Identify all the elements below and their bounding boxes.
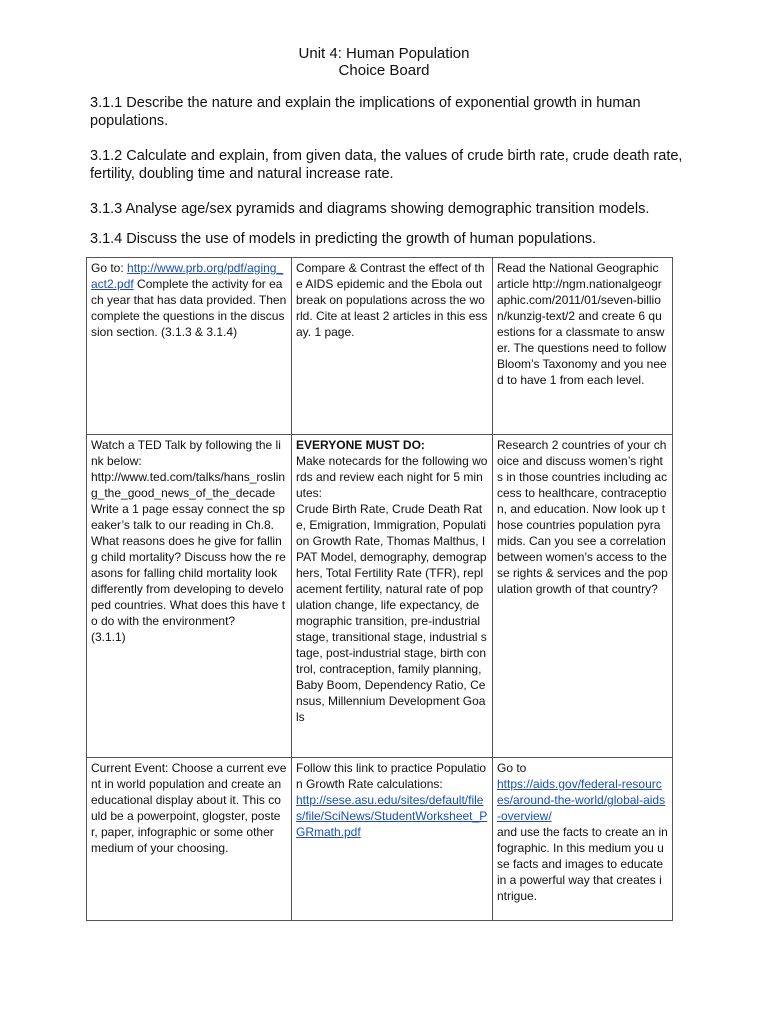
choice-cell-current-event [87,758,292,921]
cell-text: Research 2 countries of your choice and discuss women’s rights in those countries including access to healthcare, contraception, and education. Now look up those countries population pyramids. Can you see a correlation between women’s access to these rights & services and the population growth of that country? [497,438,668,596]
choice-cell-aids-infographic [493,758,673,921]
table-row [87,758,673,921]
objective-3-1-1: 3.1.1 Describe the nature and explain the implications of exponential growth in human populations. [90,95,641,129]
cell-intro: Follow this link to practice Population Growth Rate calculations: [296,761,487,791]
objective-3-1-4: 3.1.4 Discuss the use of models in predicting the growth of human populations. [90,231,597,247]
cell-intro: Watch a TED Talk by following the link below: [91,438,281,468]
cell-text: Current Event: Choose a current event in world population and create an educational display about it. This could be a powerpoint, glogster, poster, paper, infographic or some other medium of your choosing. [91,761,287,855]
choice-board-table [86,257,673,921]
aids-gov-link[interactable]: https://aids.gov/federal-resources/around-the-world/global-aids-overview/ [497,777,666,823]
choice-cell-aids-ebola [292,258,493,435]
cell-intro: Make notecards for the following words and review each night for 5 minutes: [296,454,488,500]
page-title: Unit 4: Human Population [298,45,470,62]
vocabulary-terms: Crude Birth Rate, Crude Death Rate, Emigration, Immigration, Population Growth Rate, Thomas Malthus, IPAT Model, demography, demographers, Total Fertility Rate (TFR), replacement fertility, natural rate of population change, life expectancy, demographic transition, pre-industrial stage, transitional stage, industrial stage, post-industrial stage, birth control, contraception, family planning, Baby Boom, Dependency Ratio, Census, Millennium Development Goals [296,502,487,724]
table-row [87,258,673,435]
cell-ref: (3.1.1) [91,630,126,644]
objective-3-1-2: 3.1.2 Calculate and explain, from given data, the values of crude birth rate, crude death rate, fertility, doubling time and natural increase rate. [90,148,683,182]
choice-cell-prb-activity [87,258,292,435]
choice-cell-everyone-must-do [292,435,493,758]
page-subtitle: Choice Board [338,62,430,79]
ted-url: http://www.ted.com/talks/hans_rosling_the_good_news_of_the_decade [91,470,286,500]
cell-text: Complete the activity for each year that has data provided. Then complete the questions in the discussion section. (3.1.3 & 3.1.4) [91,277,287,339]
cell-text: and use the facts to create an infographic. In this medium you use facts and images to educate in a powerful way that creates intrigue. [497,825,668,903]
cell-prefix: Go to [497,761,527,775]
table-row [87,435,673,758]
choice-cell-ted-talk [87,435,292,758]
cell-prefix: Go to: [91,261,128,275]
cell-text: Compare & Contrast the effect of the AIDS epidemic and the Ebola outbreak on populations across the world. Cite at least 2 articles in this essay. 1 page. [296,261,488,339]
choice-cell-womens-rights [493,435,673,758]
cell-text: Write a 1 page essay connect the speaker’s talk to our reading in Ch.8. What reasons does he give for falling child mortality? Discuss how the reasons for falling child mortality look differently from developing to developed countries. What does this have to do with the environment? [91,502,286,628]
cell-heading: EVERYONE MUST DO: [296,438,425,452]
choice-cell-pgr-practice [292,758,493,921]
objective-3-1-3: 3.1.3 Analyse age/sex pyramids and diagrams showing demographic transition models. [90,201,650,217]
pgr-worksheet-link[interactable]: http://sese.asu.edu/sites/default/files/file/SciNews/StudentWorksheet_PGRmath.pdf [296,793,488,839]
choice-cell-natgeo-article [493,258,673,435]
prb-pdf-link[interactable]: http://www.prb.org/pdf/aging_act2.pdf [91,261,284,291]
cell-text: Read the National Geographic article http://ngm.nationalgeographic.com/2011/01/seven-billion/kunzig-text/2 and create 6 questions for a classmate to answer. The questions need to follow Bloom’s Taxonomy and you need to have 1 from each level. [497,261,667,387]
